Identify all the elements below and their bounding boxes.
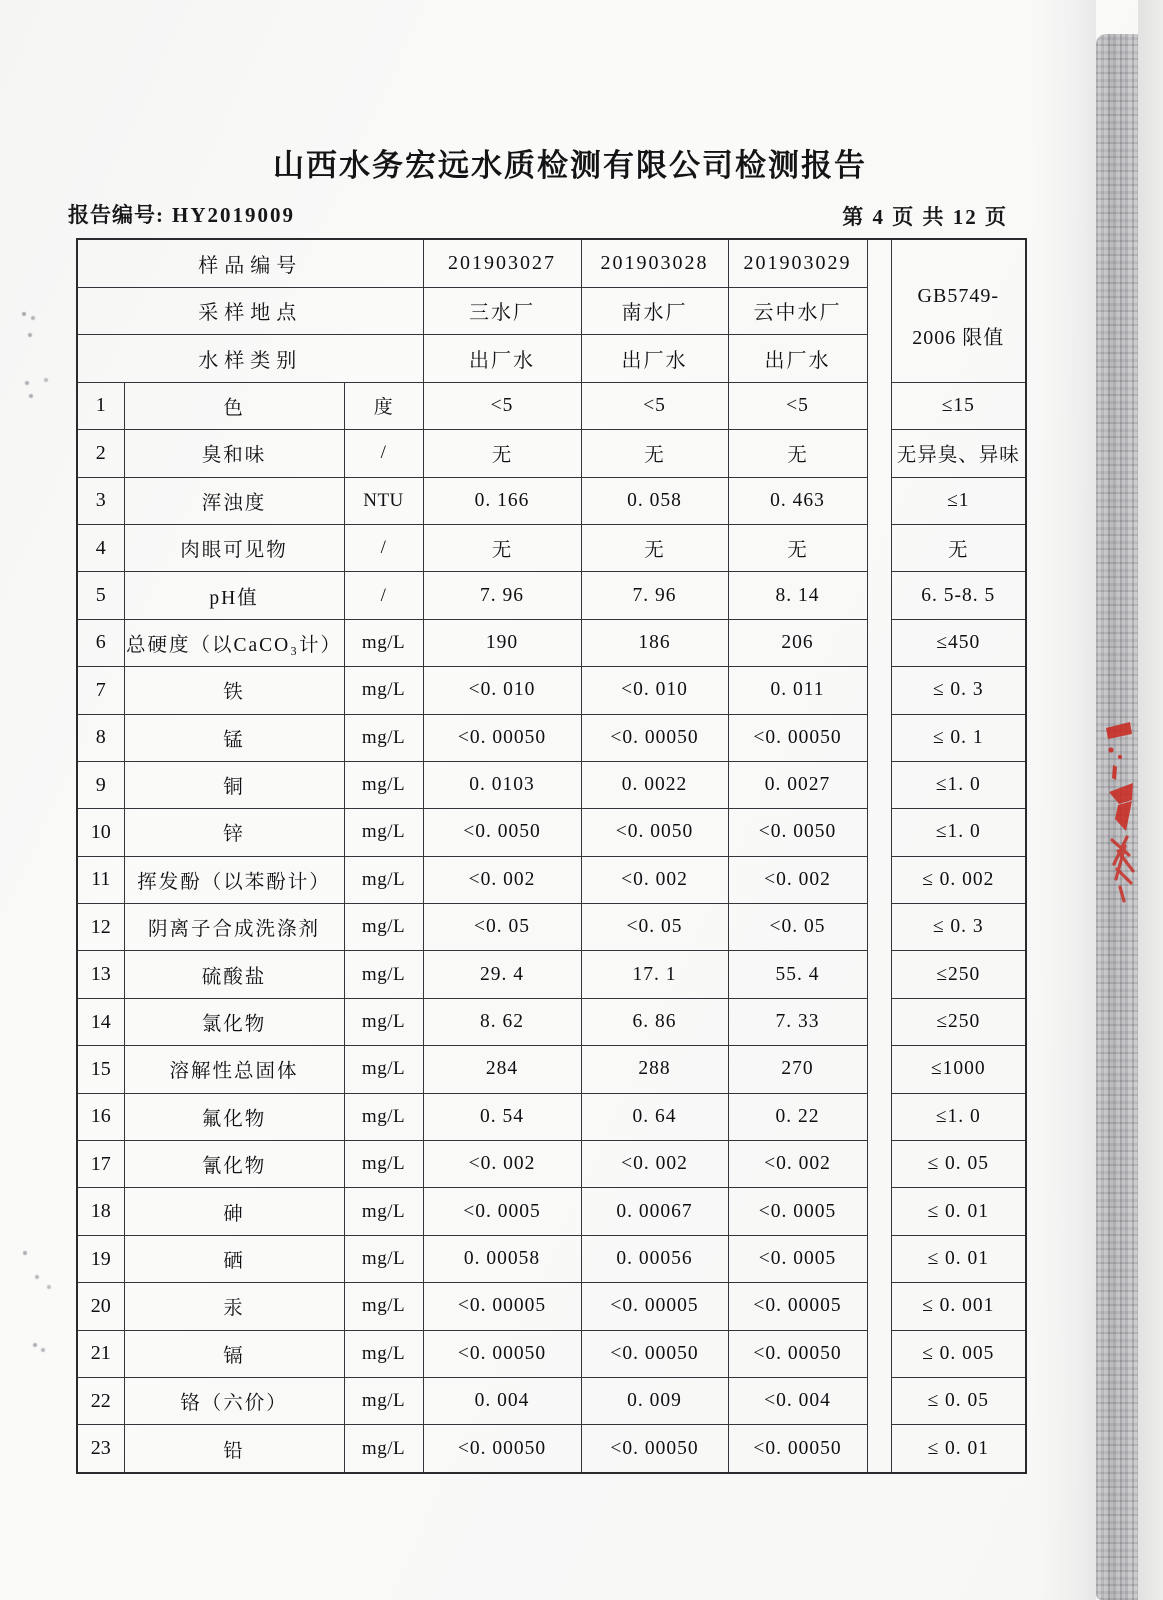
row-number-cell: 23 [77,1425,124,1473]
sample1-value-cell: 0. 00058 [423,1235,581,1282]
row-number-cell: 21 [77,1330,124,1377]
unit-cell: mg/L [344,1377,423,1424]
unit-cell: mg/L [344,1425,423,1473]
row-number-cell: 1 [77,382,124,429]
unit-cell: mg/L [344,1330,423,1377]
row-number-cell: 12 [77,904,124,951]
row-number-cell: 4 [77,524,124,571]
limit-value-cell: ≤250 [891,998,1026,1045]
sample1-value-cell: 0. 004 [423,1377,581,1424]
unit-cell: mg/L [344,1235,423,1282]
scan-edge-light [1138,0,1163,1600]
limit-value-cell: ≤ 0. 001 [891,1283,1026,1330]
sample1-value-cell: 284 [423,1046,581,1093]
sample3-value-cell: <0. 004 [728,1377,867,1424]
sample2-value-cell: 0. 00056 [581,1235,728,1282]
sample3-value-cell: <0. 00050 [728,1330,867,1377]
sample2-value-cell: <0. 002 [581,856,728,903]
sample1-value-cell: 190 [423,619,581,666]
sample2-value-cell: <0. 00050 [581,1425,728,1473]
row-number-cell: 16 [77,1093,124,1140]
limit-value-cell: ≤ 0. 3 [891,904,1026,951]
sample1-value-cell: 0. 54 [423,1093,581,1140]
sample2-value-cell: 无 [581,430,728,477]
unit-cell: mg/L [344,1188,423,1235]
limit-value-cell: ≤450 [891,619,1026,666]
parameter-name-cell: 色 [124,382,344,429]
sample1-value-cell: 无 [423,524,581,571]
row-number-cell: 13 [77,951,124,998]
sample3-value-cell: 0. 0027 [728,761,867,808]
sample3-value-cell: <0. 0005 [728,1235,867,1282]
sample2-value-cell: 0. 0022 [581,761,728,808]
unit-cell: mg/L [344,619,423,666]
sample3-value-cell: 8. 14 [728,572,867,619]
row-number-cell: 20 [77,1283,124,1330]
parameter-name-cell: pH值 [124,572,344,619]
limit-value-cell: ≤ 0. 05 [891,1141,1026,1188]
sample-id-3: 201903029 [728,239,867,287]
sample2-value-cell: 186 [581,619,728,666]
page-title: 山西水务宏远水质检测有限公司检测报告 [273,148,867,184]
sample1-value-cell: <0. 00005 [423,1283,581,1330]
unit-cell: mg/L [344,951,423,998]
row-number-cell: 6 [77,619,124,666]
sample3-value-cell: <0. 0050 [728,809,867,856]
limit-value-cell: ≤ 0. 005 [891,1330,1026,1377]
table-gap-column [867,239,891,1473]
limit-value-cell: ≤ 0. 002 [891,856,1026,903]
row-number-cell: 7 [77,667,124,714]
unit-cell: mg/L [344,667,423,714]
report-number-label: 报告编号: [68,203,164,227]
sample3-value-cell: <0. 05 [728,904,867,951]
sample3-value-cell: <0. 00005 [728,1283,867,1330]
unit-cell: / [344,572,423,619]
row-number-cell: 11 [77,856,124,903]
sample3-value-cell: 7. 33 [728,998,867,1045]
parameter-name-cell: 锰 [124,714,344,761]
sample-location-1: 三水厂 [423,287,581,335]
sample1-value-cell: 0. 166 [423,477,581,524]
parameter-name-cell: 铅 [124,1425,344,1473]
limit-value-cell: ≤15 [891,382,1026,429]
limit-value-cell: ≤1 [891,477,1026,524]
limit-value-cell: 无异臭、异味 [891,430,1026,477]
limit-column-header [891,239,1026,382]
sample-type-3: 出厂水 [728,335,867,383]
sample3-value-cell: 0. 011 [728,667,867,714]
parameter-name-cell: 铜 [124,761,344,808]
limit-value-cell: ≤ 0. 05 [891,1377,1026,1424]
parameter-name-cell: 浑浊度 [124,477,344,524]
sample2-value-cell: 7. 96 [581,572,728,619]
sample1-value-cell: 0. 0103 [423,761,581,808]
sample3-value-cell: <0. 002 [728,1141,867,1188]
row-number-cell: 19 [77,1235,124,1282]
parameter-name-cell: 挥发酚（以苯酚计） [124,856,344,903]
parameter-name-cell: 臭和味 [124,430,344,477]
parameter-name-cell: 溶解性总固体 [124,1046,344,1093]
sample2-value-cell: <0. 00050 [581,714,728,761]
parameter-name-cell: 氰化物 [124,1141,344,1188]
limit-value-cell: 无 [891,524,1026,571]
limit-value-cell: ≤ 0. 01 [891,1425,1026,1473]
parameter-name-cell: 氯化物 [124,998,344,1045]
results-table [76,238,1027,1474]
limit-value-cell: ≤ 0. 01 [891,1188,1026,1235]
sample2-value-cell: <0. 05 [581,904,728,951]
row-number-cell: 22 [77,1377,124,1424]
limit-header-line1: GB5749- [917,284,999,307]
sample3-value-cell: 无 [728,524,867,571]
limit-value-cell: ≤1. 0 [891,1093,1026,1140]
unit-cell: mg/L [344,904,423,951]
unit-cell: mg/L [344,1093,423,1140]
sample3-value-cell: <0. 00050 [728,1425,867,1473]
unit-cell: mg/L [344,714,423,761]
scan-specks [20,308,24,312]
sample-type-2: 出厂水 [581,335,728,383]
sample2-value-cell: <0. 010 [581,667,728,714]
unit-cell: mg/L [344,1141,423,1188]
row-number-cell: 8 [77,714,124,761]
unit-cell: mg/L [344,1283,423,1330]
limit-value-cell: ≤ 0. 1 [891,714,1026,761]
sample3-value-cell: <0. 0005 [728,1188,867,1235]
sample1-value-cell: <0. 00050 [423,1425,581,1473]
red-stamp-fragment [1072,688,1136,923]
sample1-value-cell: <0. 00050 [423,714,581,761]
sample3-value-cell: <5 [728,382,867,429]
sample2-value-cell: 0. 009 [581,1377,728,1424]
sample1-value-cell: <0. 05 [423,904,581,951]
header-label-water-type: 水样类别 [77,335,423,383]
limit-value-cell: ≤1000 [891,1046,1026,1093]
sample-id-1: 201903027 [423,239,581,287]
row-number-cell: 14 [77,998,124,1045]
unit-cell: mg/L [344,809,423,856]
row-number-cell: 17 [77,1141,124,1188]
limit-value-cell: ≤ 0. 3 [891,667,1026,714]
sample1-value-cell: <5 [423,382,581,429]
sample2-value-cell: <0. 00005 [581,1283,728,1330]
sample3-value-cell: 270 [728,1046,867,1093]
sample2-value-cell: 6. 86 [581,998,728,1045]
sample3-value-cell: 55. 4 [728,951,867,998]
parameter-name-cell: 肉眼可见物 [124,524,344,571]
sample1-value-cell: <0. 002 [423,856,581,903]
sample3-value-cell: <0. 002 [728,856,867,903]
sample-type-1: 出厂水 [423,335,581,383]
parameter-name-cell: 总硬度（以CaCO₃计） [124,619,344,666]
sample2-value-cell: 17. 1 [581,951,728,998]
row-number-cell: 18 [77,1188,124,1235]
sample2-value-cell: <5 [581,382,728,429]
sample1-value-cell: <0. 00050 [423,1330,581,1377]
sample3-value-cell: 206 [728,619,867,666]
sample2-value-cell: <0. 0050 [581,809,728,856]
limit-value-cell: ≤1. 0 [891,809,1026,856]
parameter-name-cell: 锌 [124,809,344,856]
limit-value-cell: 6. 5-8. 5 [891,572,1026,619]
sample2-value-cell: 0. 00067 [581,1188,728,1235]
sample1-value-cell: <0. 0005 [423,1188,581,1235]
parameter-name-cell: 铁 [124,667,344,714]
sample1-value-cell: <0. 010 [423,667,581,714]
parameter-name-cell: 阴离子合成洗涤剂 [124,904,344,951]
results-tbody [77,239,1026,1473]
sample1-value-cell: 29. 4 [423,951,581,998]
sample3-value-cell: <0. 00050 [728,714,867,761]
unit-cell: mg/L [344,998,423,1045]
header-label-location: 采样地点 [77,287,423,335]
limit-value-cell: ≤1. 0 [891,761,1026,808]
page-indicator: 第 4 页 共 12 页 [842,205,1008,229]
unit-cell: / [344,430,423,477]
parameter-name-cell: 镉 [124,1330,344,1377]
sample2-value-cell: <0. 002 [581,1141,728,1188]
sample3-value-cell: 0. 22 [728,1093,867,1140]
limit-value-cell: ≤ 0. 01 [891,1235,1026,1282]
parameter-name-cell: 硒 [124,1235,344,1282]
sample2-value-cell: 288 [581,1046,728,1093]
sample1-value-cell: 7. 96 [423,572,581,619]
unit-cell: mg/L [344,856,423,903]
sample1-value-cell: <0. 002 [423,1141,581,1188]
unit-cell: mg/L [344,1046,423,1093]
row-number-cell: 5 [77,572,124,619]
sample1-value-cell: <0. 0050 [423,809,581,856]
header-label-sample-id: 样品编号 [77,239,423,287]
sample2-value-cell: <0. 00050 [581,1330,728,1377]
sample1-value-cell: 无 [423,430,581,477]
parameter-name-cell: 氟化物 [124,1093,344,1140]
unit-cell: 度 [344,382,423,429]
report-number-value: HY2019009 [172,203,295,227]
unit-cell: NTU [344,477,423,524]
sample2-value-cell: 0. 058 [581,477,728,524]
unit-cell: mg/L [344,761,423,808]
header-row-sample-id [77,239,1026,287]
limit-value-cell: ≤250 [891,951,1026,998]
sample-id-2: 201903028 [581,239,728,287]
parameter-name-cell: 汞 [124,1283,344,1330]
row-number-cell: 9 [77,761,124,808]
report-number [68,199,295,229]
row-number-cell: 15 [77,1046,124,1093]
sample-location-3: 云中水厂 [728,287,867,335]
row-number-cell: 10 [77,809,124,856]
row-number-cell: 2 [77,430,124,477]
limit-header-line2: 2006 限值 [912,326,1005,349]
sample2-value-cell: 0. 64 [581,1093,728,1140]
sample3-value-cell: 0. 463 [728,477,867,524]
parameter-name-cell: 砷 [124,1188,344,1235]
row-number-cell: 3 [77,477,124,524]
parameter-name-cell: 硫酸盐 [124,951,344,998]
sample2-value-cell: 无 [581,524,728,571]
sample-location-2: 南水厂 [581,287,728,335]
sample1-value-cell: 8. 62 [423,998,581,1045]
sample3-value-cell: 无 [728,430,867,477]
parameter-name-cell: 铬（六价） [124,1377,344,1424]
unit-cell: / [344,524,423,571]
